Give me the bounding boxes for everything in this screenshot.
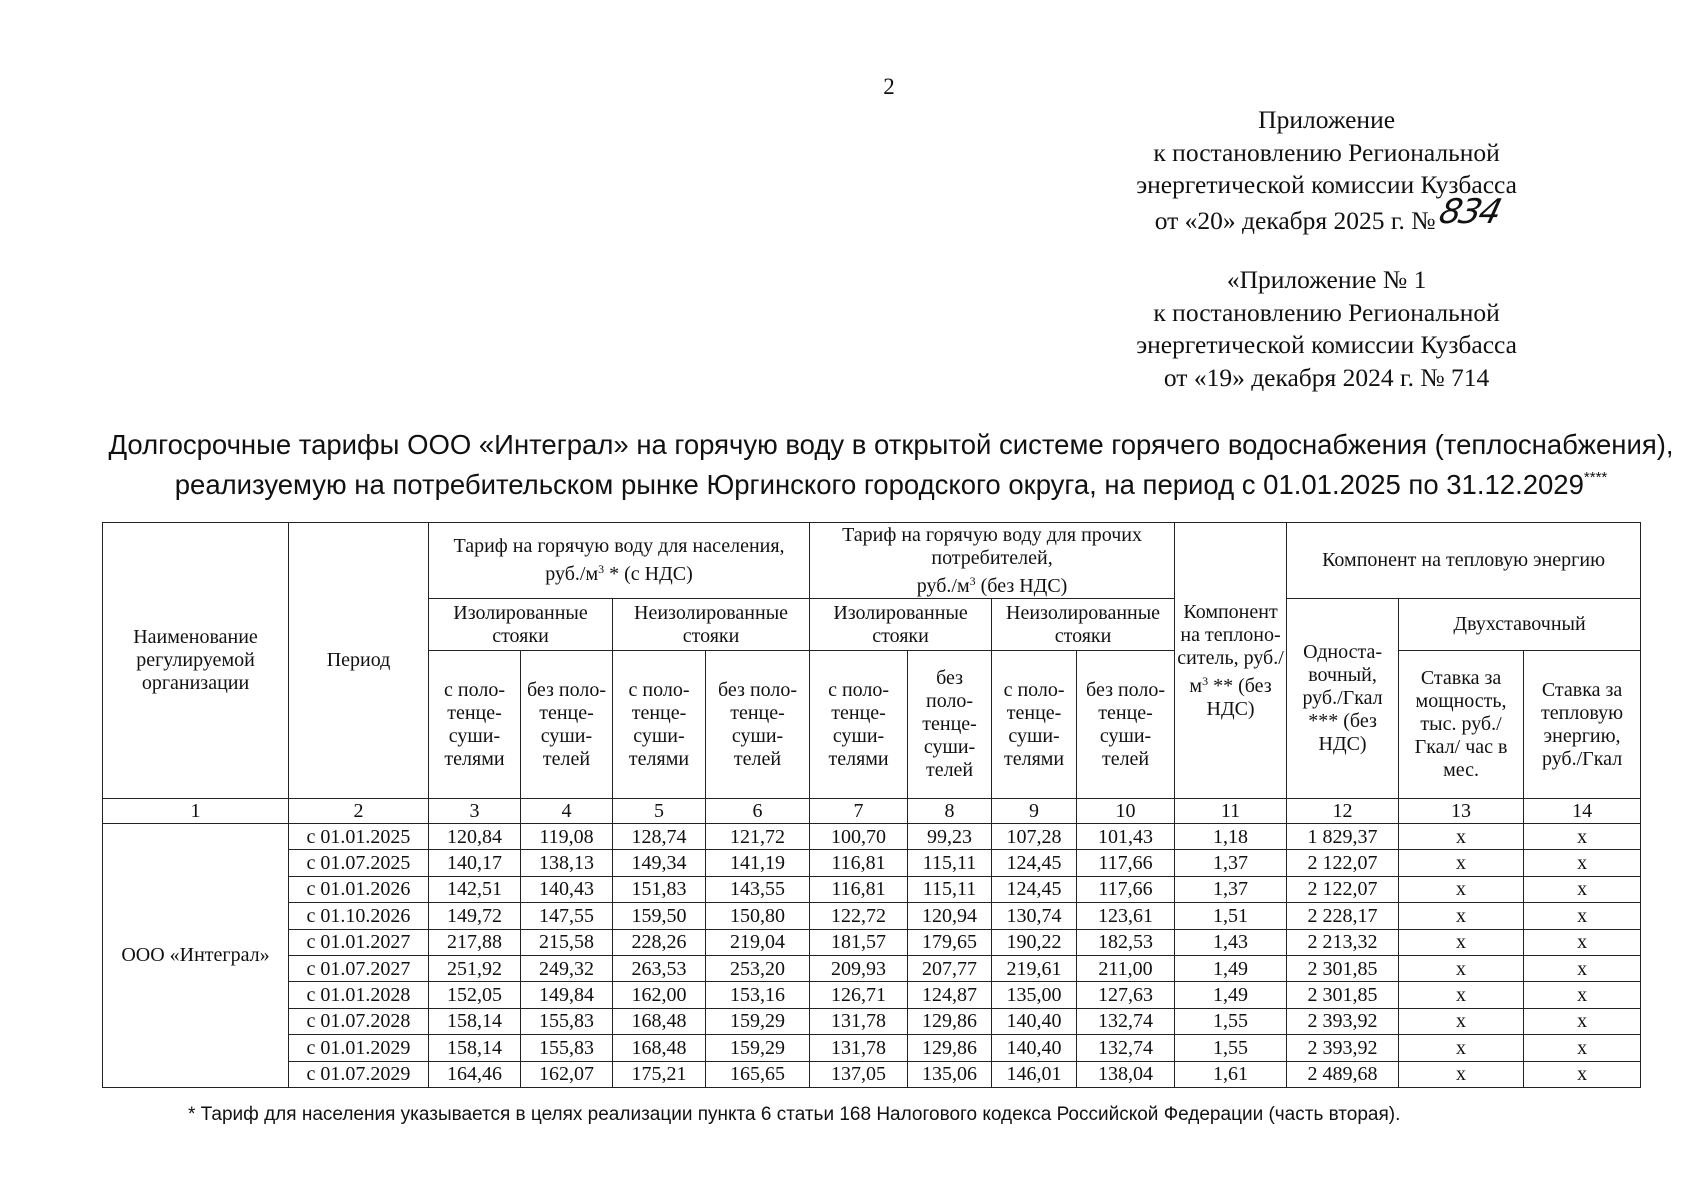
appendix-date-line: [1136, 191, 1517, 238]
header-heat-carrier-sup: 3: [1202, 673, 1209, 688]
tariff-value-cell: 162,00: [613, 982, 706, 1008]
column-number: 6: [706, 799, 810, 824]
tariff-value-cell: 146,01: [992, 1061, 1077, 1087]
header-capacity-rate: Ставка за мощность, тыс. руб./ Гкал/ час в мес.: [1399, 651, 1524, 799]
tariff-value-cell: x: [1399, 1061, 1524, 1087]
header-heat-energy-component: Компонент на тепловую энергию: [1287, 523, 1641, 599]
table-row: [103, 1061, 1641, 1087]
period-cell: с 01.01.2026: [289, 876, 429, 902]
tariff-value-cell: 215,58: [521, 929, 613, 955]
column-number: 14: [1524, 799, 1641, 824]
header-population-unit: руб./м: [545, 563, 599, 585]
header-insulated-risers: Изолированные стояки: [810, 599, 992, 651]
tariff-value-cell: x: [1524, 903, 1641, 929]
tariff-value-cell: 141,19: [706, 850, 810, 876]
appendix-line: энергетической комиссии Кузбасса: [1136, 330, 1517, 359]
tariff-value-cell: x: [1524, 1008, 1641, 1034]
header-other-consumers-unit: руб./м: [916, 574, 970, 597]
title-line-2: [0, 461, 1685, 501]
tariff-value-cell: 100,70: [810, 824, 908, 850]
table-row: [103, 982, 1641, 1008]
tariff-value-cell: 135,00: [992, 982, 1077, 1008]
tariff-value-cell: x: [1399, 876, 1524, 902]
tariff-value-cell: x: [1524, 1035, 1641, 1061]
table-row: [103, 876, 1641, 902]
tariff-value-cell: 2 213,32: [1287, 929, 1399, 955]
tariff-value-cell: x: [1524, 929, 1641, 955]
tariff-value-cell: 1,55: [1175, 1008, 1287, 1034]
column-number: 5: [613, 799, 706, 824]
table-row: [103, 903, 1641, 929]
column-number: 11: [1175, 799, 1287, 824]
tariff-value-cell: 249,32: [521, 955, 613, 981]
tariff-value-cell: 147,55: [521, 903, 613, 929]
period-cell: с 01.10.2026: [289, 903, 429, 929]
tariff-value-cell: 101,43: [1077, 824, 1175, 850]
tariff-value-cell: x: [1399, 1008, 1524, 1034]
header-two-rate: Двухставочный: [1399, 599, 1641, 651]
tariff-value-cell: 115,11: [908, 850, 992, 876]
header-population-vat: * (с НДС): [604, 563, 693, 585]
period-cell: с 01.01.2025: [289, 824, 429, 850]
tariff-value-cell: 211,00: [1077, 955, 1175, 981]
header-organization: Наименование регулируемой организации: [103, 523, 289, 799]
organization-name: ООО «Интеграл»: [103, 824, 289, 1088]
tariff-value-cell: x: [1524, 824, 1641, 850]
tariff-value-cell: 162,07: [521, 1061, 613, 1087]
tariff-value-cell: 155,83: [521, 1035, 613, 1061]
tariff-value-cell: x: [1399, 850, 1524, 876]
tariff-value-cell: 126,71: [810, 982, 908, 1008]
column-number: 4: [521, 799, 613, 824]
column-number: 10: [1077, 799, 1175, 824]
tariff-value-cell: 1,61: [1175, 1061, 1287, 1087]
header-heat-carrier-text: Компонент на теплоно-ситель, руб./м: [1177, 600, 1284, 697]
tariff-value-cell: 152,05: [429, 982, 521, 1008]
tariff-value-cell: 129,86: [908, 1035, 992, 1061]
title-line-2-text: реализуемую на потребительском рынке Юргинского городского округа, на период с 01.01.2025 по 31.12.2029: [174, 469, 1584, 500]
tariff-value-cell: x: [1524, 982, 1641, 1008]
period-cell: с 01.07.2028: [289, 1008, 429, 1034]
header-without-towel-dryers: без поло-тенце-суши-телей: [706, 651, 810, 799]
appendix-heading-prior: [1136, 264, 1517, 394]
tariff-value-cell: 253,20: [706, 955, 810, 981]
tariff-value-cell: 219,04: [706, 929, 810, 955]
tariff-value-cell: 158,14: [429, 1008, 521, 1034]
tariff-value-cell: 2 301,85: [1287, 955, 1399, 981]
period-cell: с 01.07.2025: [289, 850, 429, 876]
tariff-value-cell: 2 122,07: [1287, 876, 1399, 902]
page-number: 2: [883, 74, 895, 99]
header-population-tariff-text: Тариф на горячую воду для населения,: [453, 535, 785, 557]
tariff-value-cell: 140,40: [992, 1035, 1077, 1061]
column-number: 8: [908, 799, 992, 824]
tariff-value-cell: 190,22: [992, 929, 1077, 955]
tariff-value-cell: 158,14: [429, 1035, 521, 1061]
tariff-value-cell: 2 393,92: [1287, 1035, 1399, 1061]
tariff-value-cell: 149,84: [521, 982, 613, 1008]
header-other-consumers-sup: 3: [969, 573, 976, 588]
table-row: [103, 955, 1641, 981]
tariff-value-cell: 131,78: [810, 1035, 908, 1061]
header-heat-carrier-vat: ** (без НДС): [1206, 674, 1272, 720]
period-cell: с 01.01.2029: [289, 1035, 429, 1061]
tariff-value-cell: 182,53: [1077, 929, 1175, 955]
tariff-value-cell: 122,72: [810, 903, 908, 929]
tariff-value-cell: 165,65: [706, 1061, 810, 1087]
tariff-value-cell: 2 228,17: [1287, 903, 1399, 929]
tariff-value-cell: 149,34: [613, 850, 706, 876]
header-period: Период: [289, 523, 429, 799]
tariff-value-cell: 209,93: [810, 955, 908, 981]
tariff-value-cell: 164,46: [429, 1061, 521, 1087]
title-line-1: Долгосрочные тарифы ООО «Интеграл» на горячую воду в открытой системе горячего водоснабжения (теплоснабжения),: [108, 429, 1674, 460]
table-body: [103, 799, 1641, 1088]
header-insulated-risers: Изолированные стояки: [429, 599, 613, 651]
tariff-value-cell: 131,78: [810, 1008, 908, 1034]
appendix-line: к постановлению Региональной: [1153, 137, 1500, 167]
tariff-value-cell: 135,06: [908, 1061, 992, 1087]
header-uninsulated-risers: Неизолированные стояки: [613, 599, 810, 651]
tariff-value-cell: 263,53: [613, 955, 706, 981]
period-cell: с 01.01.2028: [289, 982, 429, 1008]
tariff-value-cell: 140,43: [521, 876, 613, 902]
tariff-value-cell: 219,61: [992, 955, 1077, 981]
tariff-value-cell: 124,45: [992, 850, 1077, 876]
table-row: [103, 850, 1641, 876]
header-with-towel-dryers: с поло-тенце-суши-телями: [613, 651, 706, 799]
column-number: 12: [1287, 799, 1399, 824]
tariff-value-cell: 155,83: [521, 1008, 613, 1034]
tariff-value-cell: 124,87: [908, 982, 992, 1008]
tariff-value-cell: 1,49: [1175, 982, 1287, 1008]
tariff-value-cell: 132,74: [1077, 1008, 1175, 1034]
footnote: * Тариф для населения указывается в целях реализации пункта 6 статьи 168 Налогового кодекса Российской Федерации (часть вторая).: [188, 1104, 1401, 1125]
appendix-line: энергетической комиссии Кузбасса: [1136, 170, 1517, 199]
tariff-value-cell: 138,04: [1077, 1061, 1175, 1087]
header-uninsulated-risers: Неизолированные стояки: [992, 599, 1175, 651]
tariff-value-cell: 228,26: [613, 929, 706, 955]
table-row: [103, 1035, 1641, 1061]
tariff-value-cell: x: [1524, 876, 1641, 902]
tariff-value-cell: 1 829,37: [1287, 824, 1399, 850]
header-single-rate: Односта-вочный, руб./Гкал *** (без НДС): [1287, 599, 1399, 799]
header-without-towel-dryers: без поло-тенце-суши-телей: [521, 651, 613, 799]
tariff-value-cell: 1,37: [1175, 876, 1287, 902]
tariff-value-cell: 116,81: [810, 850, 908, 876]
column-number: 13: [1399, 799, 1524, 824]
tariff-value-cell: 251,92: [429, 955, 521, 981]
tariff-value-cell: 1,49: [1175, 955, 1287, 981]
tariff-value-cell: 142,51: [429, 876, 521, 902]
tariff-value-cell: x: [1524, 850, 1641, 876]
header-other-consumers-vat: (без НДС): [975, 574, 1068, 597]
tariff-value-cell: 123,61: [1077, 903, 1175, 929]
tariff-value-cell: 179,65: [908, 929, 992, 955]
tariff-value-cell: 181,57: [810, 929, 908, 955]
tariff-value-cell: 2 393,92: [1287, 1008, 1399, 1034]
tariff-value-cell: 120,84: [429, 824, 521, 850]
header-population-tariff: [429, 523, 810, 599]
header-without-towel-dryers: без поло-тенце-суши-телей: [908, 651, 992, 799]
column-number: 9: [992, 799, 1077, 824]
tariff-value-cell: x: [1524, 1061, 1641, 1087]
handwritten-number: 834: [1434, 191, 1504, 232]
column-number: 7: [810, 799, 908, 824]
tariff-value-cell: 107,28: [992, 824, 1077, 850]
tariff-value-cell: 120,94: [908, 903, 992, 929]
tariff-value-cell: 124,45: [992, 876, 1077, 902]
table-row: [103, 929, 1641, 955]
header-heat-carrier-component: [1175, 523, 1287, 799]
header-with-towel-dryers: с поло-тенце-суши-телями: [810, 651, 908, 799]
tariff-value-cell: 138,13: [521, 850, 613, 876]
header-without-towel-dryers: без поло-тенце-суши-телей: [1077, 651, 1175, 799]
tariff-table: [102, 522, 1641, 1088]
tariff-value-cell: 159,29: [706, 1008, 810, 1034]
appendix-heading-current: [1136, 104, 1517, 237]
tariff-value-cell: 128,74: [613, 824, 706, 850]
tariff-value-cell: x: [1399, 982, 1524, 1008]
tariff-value-cell: 127,63: [1077, 982, 1175, 1008]
tariff-value-cell: 1,55: [1175, 1035, 1287, 1061]
tariff-value-cell: 207,77: [908, 955, 992, 981]
header-other-consumers-text: Тариф на горячую воду для прочих потребителей,: [842, 523, 1143, 569]
tariff-value-cell: 2 301,85: [1287, 982, 1399, 1008]
tariff-value-cell: 159,50: [613, 903, 706, 929]
table-row: [103, 824, 1641, 850]
tariff-value-cell: 143,55: [706, 876, 810, 902]
tariff-value-cell: 115,11: [908, 876, 992, 902]
tariff-value-cell: 175,21: [613, 1061, 706, 1087]
tariff-value-cell: 99,23: [908, 824, 992, 850]
tariff-value-cell: 130,74: [992, 903, 1077, 929]
header-population-sup: 3: [598, 562, 605, 576]
tariff-value-cell: x: [1524, 955, 1641, 981]
tariff-value-cell: 153,16: [706, 982, 810, 1008]
tariff-value-cell: x: [1399, 955, 1524, 981]
tariff-value-cell: 2 122,07: [1287, 850, 1399, 876]
tariff-value-cell: 140,40: [992, 1008, 1077, 1034]
appendix-date: от «20» декабря 2025 г. №: [1154, 205, 1436, 235]
tariff-value-cell: 132,74: [1077, 1035, 1175, 1061]
tariff-value-cell: 150,80: [706, 903, 810, 929]
tariff-value-cell: 137,05: [810, 1061, 908, 1087]
header-with-towel-dryers: с поло-тенце-суши-телями: [429, 651, 521, 799]
header-other-consumers-tariff: [810, 523, 1175, 599]
tariff-value-cell: x: [1399, 929, 1524, 955]
period-cell: с 01.01.2027: [289, 929, 429, 955]
column-number-row: [103, 799, 1641, 824]
tariff-value-cell: 159,29: [706, 1035, 810, 1061]
tariff-value-cell: x: [1399, 903, 1524, 929]
tariff-value-cell: 217,88: [429, 929, 521, 955]
tariff-value-cell: 1,18: [1175, 824, 1287, 850]
tariff-value-cell: 2 489,68: [1287, 1061, 1399, 1087]
tariff-value-cell: 116,81: [810, 876, 908, 902]
tariff-value-cell: 117,66: [1077, 850, 1175, 876]
tariff-value-cell: 168,48: [613, 1035, 706, 1061]
period-cell: с 01.07.2029: [289, 1061, 429, 1087]
tariff-value-cell: x: [1399, 824, 1524, 850]
appendix-line: Приложение: [1258, 105, 1396, 134]
appendix-line: «Приложение № 1: [1226, 265, 1427, 294]
column-number: 2: [289, 799, 429, 824]
tariff-value-cell: 1,51: [1175, 903, 1287, 929]
tariff-value-cell: 119,08: [521, 824, 613, 850]
tariff-value-cell: 149,72: [429, 903, 521, 929]
header-energy-rate: Ставка за тепловую энергию, руб./Гкал: [1524, 651, 1641, 799]
tariff-value-cell: x: [1399, 1035, 1524, 1061]
period-cell: с 01.07.2027: [289, 955, 429, 981]
appendix-line: к постановлению Региональной: [1153, 297, 1500, 327]
column-number: 1: [103, 799, 289, 824]
title-footnote-mark: ****: [1583, 469, 1608, 486]
tariff-value-cell: 1,43: [1175, 929, 1287, 955]
tariff-value-cell: 129,86: [908, 1008, 992, 1034]
tariff-value-cell: 140,17: [429, 850, 521, 876]
tariff-value-cell: 151,83: [613, 876, 706, 902]
tariff-value-cell: 121,72: [706, 824, 810, 850]
appendix-line: от «19» декабря 2024 г. № 714: [1163, 362, 1490, 392]
tariff-value-cell: 1,37: [1175, 850, 1287, 876]
table-row: [103, 1008, 1641, 1034]
column-number: 3: [429, 799, 521, 824]
header-with-towel-dryers: с поло-тенце-суши-телями: [992, 651, 1077, 799]
tariff-value-cell: 117,66: [1077, 876, 1175, 902]
document-title: [0, 428, 1685, 501]
tariff-value-cell: 168,48: [613, 1008, 706, 1034]
